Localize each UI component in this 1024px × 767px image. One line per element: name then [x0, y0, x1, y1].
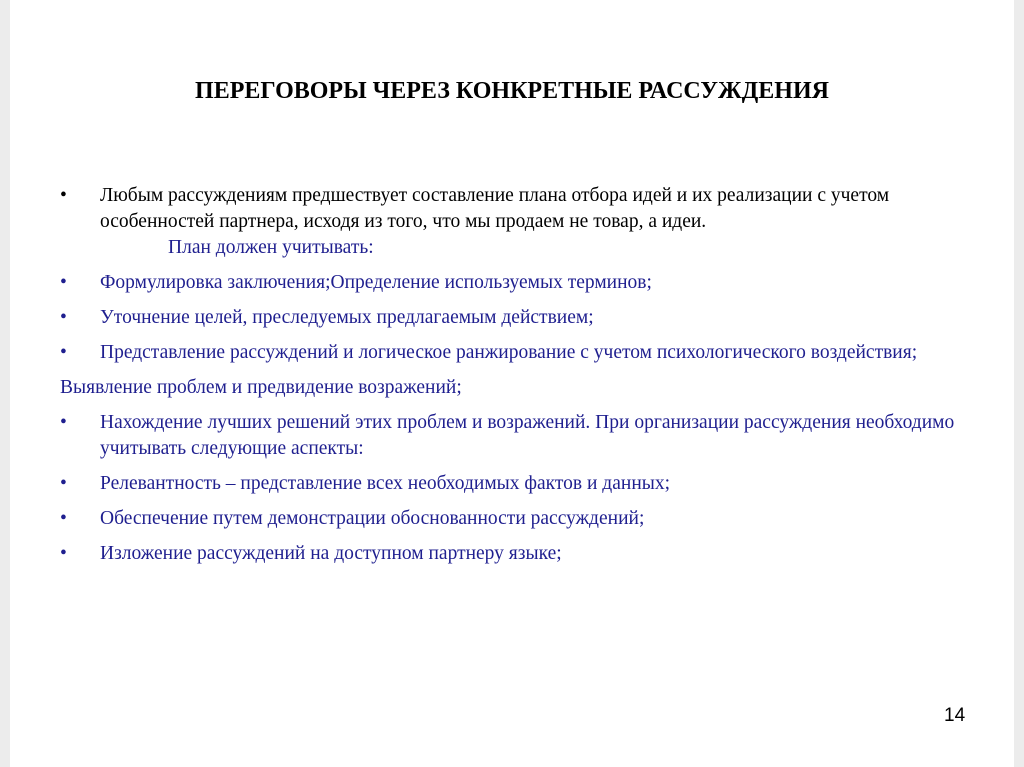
list-item	[60, 506, 960, 532]
list-item	[60, 471, 960, 497]
list-item-text: Релевантность – представление всех необходимых фактов и данных;	[100, 473, 671, 494]
bullet: •	[60, 412, 67, 433]
list-item-text: Уточнение целей, преследуемых предлагаемым действием;	[100, 307, 594, 328]
bullet: •	[60, 543, 67, 564]
slide	[10, 0, 1014, 767]
list-item-intro	[60, 183, 960, 261]
bullet: •	[60, 272, 67, 293]
list-item-text: Обеспечение путем демонстрации обоснованности рассуждений;	[100, 508, 645, 529]
page-number: 14	[944, 705, 966, 726]
bullet: •	[60, 473, 67, 494]
plain-line: Выявление проблем и предвидение возражений;	[60, 377, 462, 398]
slide-title: ПЕРЕГОВОРЫ ЧЕРЕЗ КОНКРЕТНЫЕ РАССУЖДЕНИЯ	[195, 78, 829, 104]
list-item	[60, 270, 960, 296]
bullet: •	[60, 185, 67, 206]
list-item	[60, 305, 960, 331]
bullet: •	[60, 342, 67, 363]
bullet: •	[60, 508, 67, 529]
plan-label: План должен учитывать:	[168, 237, 374, 258]
list-item-text: Представление рассуждений и логическое ранжирование с учетом психологического воздействия;	[100, 342, 918, 363]
list-item-text: Формулировка заключения;Определение используемых терминов;	[100, 272, 652, 293]
list-item	[60, 541, 960, 567]
bullet: •	[60, 307, 67, 328]
list-item-text: Нахождение лучших решений этих проблем и возражений. При организации рассуждения необходимо учитывать следующие аспекты:	[100, 412, 955, 459]
intro-text: Любым рассуждениям предшествует составление плана отбора идей и их реализации с учетом особенностей партнера, исходя из того, что мы продаем не товар, а идеи.	[100, 185, 890, 232]
slide-content	[60, 183, 960, 576]
list-item	[60, 410, 960, 462]
list-item	[60, 340, 960, 366]
list-item-text: Изложение рассуждений на доступном партнеру языке;	[100, 543, 562, 564]
